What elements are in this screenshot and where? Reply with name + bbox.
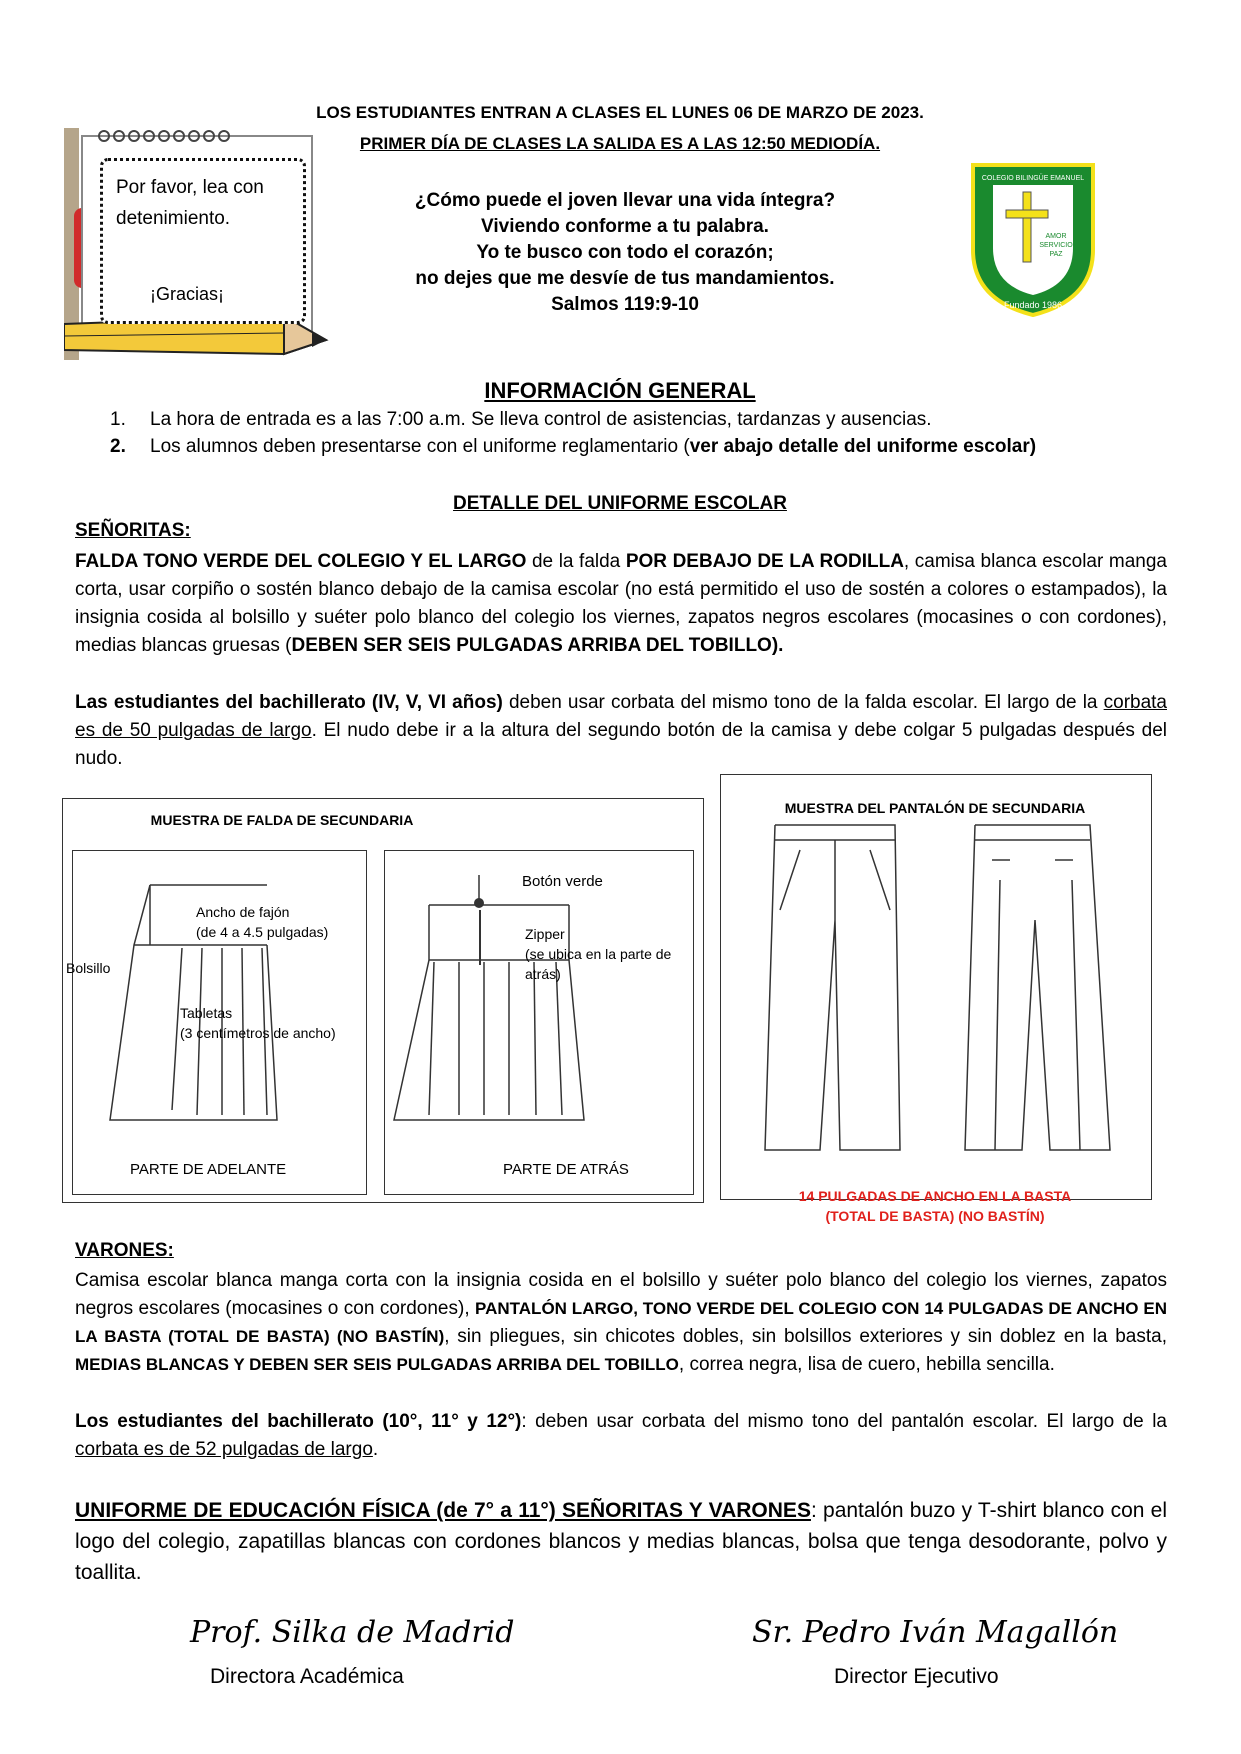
info-title: INFORMACIÓN GENERAL bbox=[484, 378, 756, 403]
note-text: Por favor, lea con detenimiento. bbox=[116, 177, 264, 229]
list-item: 1. La hora de entrada es a las 7:00 a.m. Se lleva control de asistencias, tardanzas y ausencias. bbox=[110, 409, 932, 430]
boys-bach-paragraph: Los estudiantes del bachillerato (10°, 11° y 12°): deben usar corbata del mismo tono del pantalón escolar. El largo de la corbata es de 52 pulgadas de largo. bbox=[75, 1411, 1167, 1460]
svg-text:COLEGIO BILINGÜE EMANUEL: COLEGIO BILINGÜE EMANUEL bbox=[981, 175, 1085, 182]
notice-date-line: LOS ESTUDIANTES ENTRAN A CLASES EL LUNES 06 DE MARZO DE 2023. bbox=[316, 103, 924, 122]
school-logo bbox=[968, 160, 1098, 320]
boys-uniform-paragraph: Camisa escolar blanca manga corta con la insignia cosida en el bolsillo y suéter polo blanco del colegio los viernes, zapatos negros escolares (mocasines o con cordones), PANTALÓN LARGO, TONO VERDE DEL COLEGIO CON 14 PULGADAS DE ANCHO EN LA BASTA (TOTAL DE BASTA) (NO BASTÍN), sin pliegues, sin chicotes dobles, sin bolsillos exteriores y sin doblez en la basta, MEDIAS BLANCAS Y DEBEN SER SEIS PULGADAS ARRIBA DEL TOBILLO, correa negra, lisa de cuero, hebilla sencilla. bbox=[75, 1270, 1167, 1375]
role-left: Directora Académica bbox=[210, 1665, 404, 1688]
front-label: PARTE DE ADELANTE bbox=[130, 1161, 287, 1178]
waist-label: Ancho de fajón (de 4 a 4.5 pulgadas) bbox=[196, 904, 329, 940]
role-right: Director Ejecutivo bbox=[834, 1665, 999, 1688]
pe-uniform-paragraph: UNIFORME DE EDUCACIÓN FÍSICA (de 7° a 11°) SEÑORITAS Y VARONES: pantalón buzo y T-shirt blanco con el logo del colegio, zapatillas blancas con cordones blancos y medias blancas, bolsa que tenga desodorante, polvo y toallita. bbox=[75, 1499, 1167, 1584]
bible-verse: ¿Cómo puede el joven llevar una vida íntegra? Viviendo conforme a tu palabra. Yo te busco con todo el corazón; no dejes que me desvíe de tus mandamientos. Salmos 119:9-10 bbox=[414, 190, 836, 315]
pants-drawing bbox=[760, 820, 1130, 1160]
skirt-figure-title: MUESTRA DE FALDA DE SECUNDARIA bbox=[150, 812, 414, 828]
girls-title: SEÑORITAS: bbox=[75, 520, 191, 541]
pleats-label: Tabletas (3 centímetros de ancho) bbox=[180, 1005, 336, 1041]
svg-text:PAZ: PAZ bbox=[1049, 251, 1063, 258]
skirt-back-drawing bbox=[384, 850, 692, 1193]
boys-title: VARONES: bbox=[75, 1240, 174, 1261]
girls-uniform-paragraph: FALDA TONO VERDE DEL COLEGIO Y EL LARGO de la falda POR DEBAJO DE LA RODILLA, camisa blanca escolar manga corta, usar corpiño o sostén blanco debajo de la camisa escolar (no está permitido el uso de sostén a colores o estampados), la insignia cosida al bolsillo y suéter polo blanco del colegio los viernes, zapatos negros escolares (mocasines o con cordones), medias blancas gruesas (DEBEN SER SEIS PULGADAS ARRIBA DEL TOBILLO). bbox=[75, 551, 1167, 656]
signature-right: Sr. Pedro Iván Magallón bbox=[752, 1615, 1119, 1650]
svg-text:Fundado 1986: Fundado 1986 bbox=[1003, 300, 1063, 310]
zipper-label: Zipper (se ubica en la parte de atrás) bbox=[525, 926, 672, 982]
button-label: Botón verde bbox=[522, 873, 603, 890]
pants-note: 14 PULGADAS DE ANCHO EN LA BASTA (TOTAL DE BASTA) (NO BASTÍN) bbox=[798, 1188, 1072, 1224]
note-thanks: ¡Gracias¡ bbox=[150, 284, 225, 304]
pocket-label: Bolsillo bbox=[66, 960, 111, 976]
notice-exit-time-line: PRIMER DÍA DE CLASES LA SALIDA ES A LAS 12:50 MEDIODÍA. bbox=[359, 134, 881, 153]
signature-left: Prof. Silka de Madrid bbox=[190, 1615, 515, 1650]
svg-text:SERVICIO: SERVICIO bbox=[1039, 242, 1073, 249]
girls-bach-paragraph: Las estudiantes del bachillerato (IV, V, VI años) deben usar corbata del mismo tono de la falda escolar. El largo de la corbata es de 50 pulgadas de largo. El nudo debe ir a la altura del segundo botón de la camisa y debe colgar 5 pulgadas después del nudo. bbox=[75, 692, 1167, 769]
uniform-title: DETALLE DEL UNIFORME ESCOLAR bbox=[453, 493, 787, 514]
list-item: 2. Los alumnos deben presentarse con el uniforme reglamentario (ver abajo detalle del uniforme escolar) bbox=[110, 436, 1037, 457]
svg-text:AMOR: AMOR bbox=[1045, 233, 1067, 240]
pants-figure-title: MUESTRA DEL PANTALÓN DE SECUNDARIA bbox=[784, 800, 1086, 816]
back-label: PARTE DE ATRÁS bbox=[503, 1161, 629, 1178]
